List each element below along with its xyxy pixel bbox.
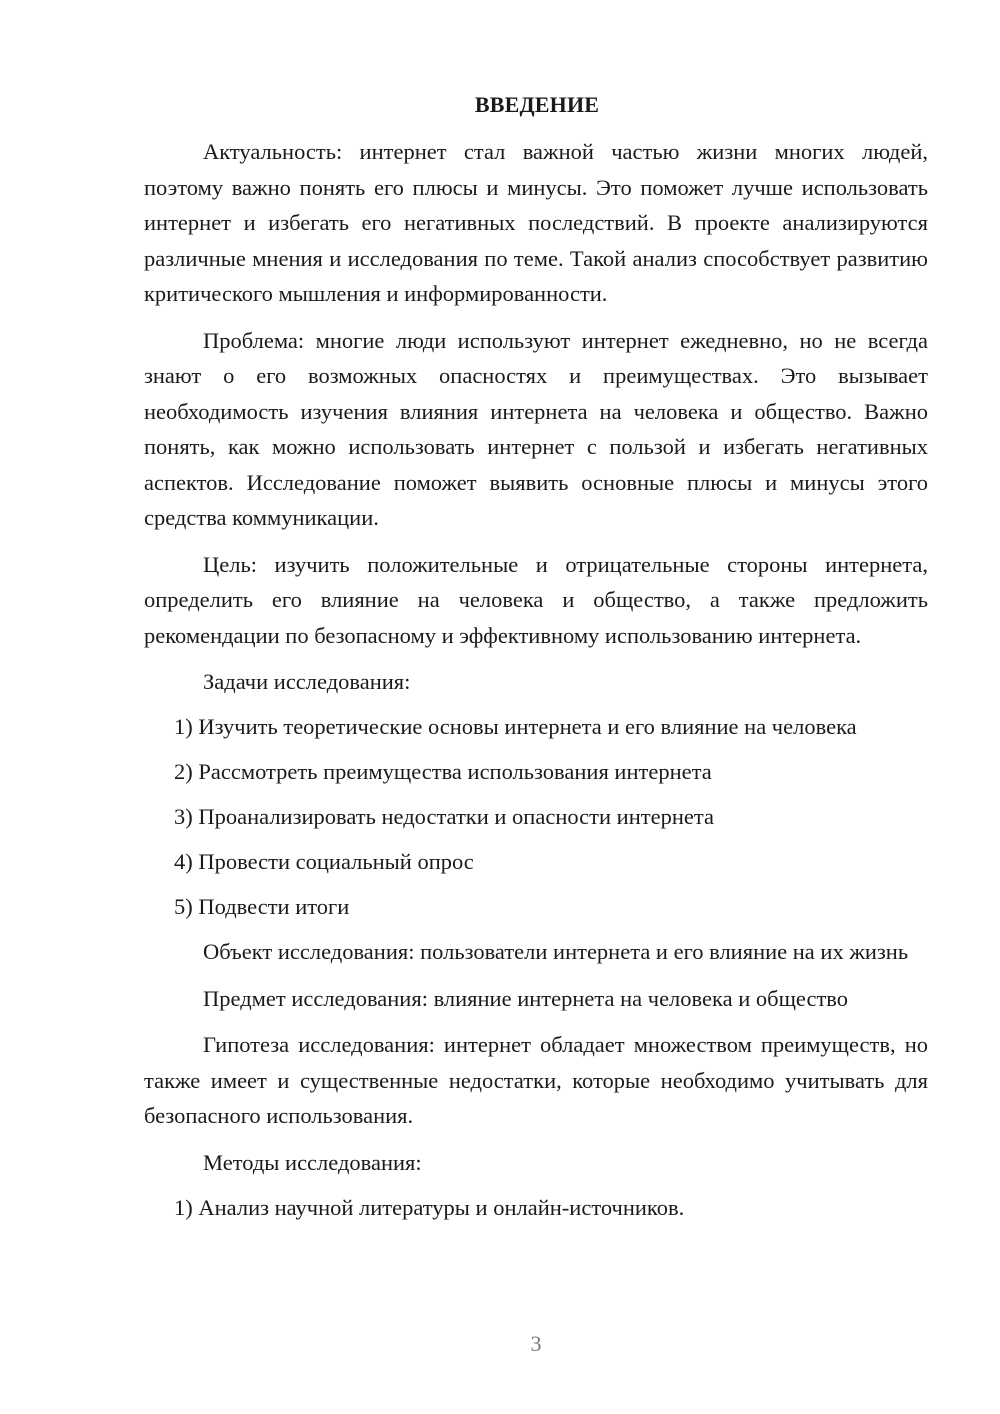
page-number: 3 [530, 1331, 542, 1356]
relevance-paragraph: Актуальность: интернет стал важной частью жизни многих людей, поэтому важно понять его плюсы и минусы. Это поможет лучше использовать интернет и избегать его негативных последствий. В проекте анализируются различные мнения и исследования по теме. Такой анализ способствует развитию критического мышления и информированности. [144, 139, 928, 306]
tasks-heading: Задачи исследования: [203, 669, 411, 694]
page-title: ВВЕДЕНИЕ [474, 92, 600, 117]
list-item: 3) Проанализировать недостатки и опасности интернета [174, 804, 714, 829]
tasks-list [144, 709, 928, 925]
methods-list [144, 1190, 928, 1226]
object-paragraph: Объект исследования: пользователи интернета и его влияние на их жизнь [203, 939, 909, 964]
methods-heading: Методы исследования: [203, 1149, 422, 1175]
list-item: 1) Анализ научной литературы и онлайн-источников. [174, 1194, 685, 1220]
list-item: 5) Подвести итоги [174, 894, 350, 919]
hypothesis-paragraph: Гипотеза исследования: интернет обладает множеством преимуществ, но также имеет и существенные недостатки, которые необходимо учитывать для безопасного использования. [144, 1032, 928, 1128]
list-item: 2) Рассмотреть преимущества использования интернета [174, 759, 712, 784]
problem-paragraph: Проблема: многие люди используют интернет ежедневно, но не всегда знают о его возможных опасностях и преимуществах. Это вызывает необходимость изучения влияния интернета на человека и общество. Важно понять, как можно использовать интернет с пользой и избегать негативных аспектов. Исследование поможет выявить основные плюсы и минусы этого средства коммуникации. [144, 327, 928, 530]
list-item: 4) Провести социальный опрос [174, 849, 474, 874]
subject-paragraph: Предмет исследования: влияние интернета на человека и общество [203, 985, 848, 1011]
list-item: 1) Изучить теоретические основы интернета и его влияние на человека [174, 714, 857, 739]
goal-paragraph: Цель: изучить положительные и отрицательные стороны интернета, определить его влияние на человека и общество, а также предложить рекомендации по безопасному и эффективному использованию интернета. [144, 551, 928, 648]
document-page [144, 92, 928, 1235]
